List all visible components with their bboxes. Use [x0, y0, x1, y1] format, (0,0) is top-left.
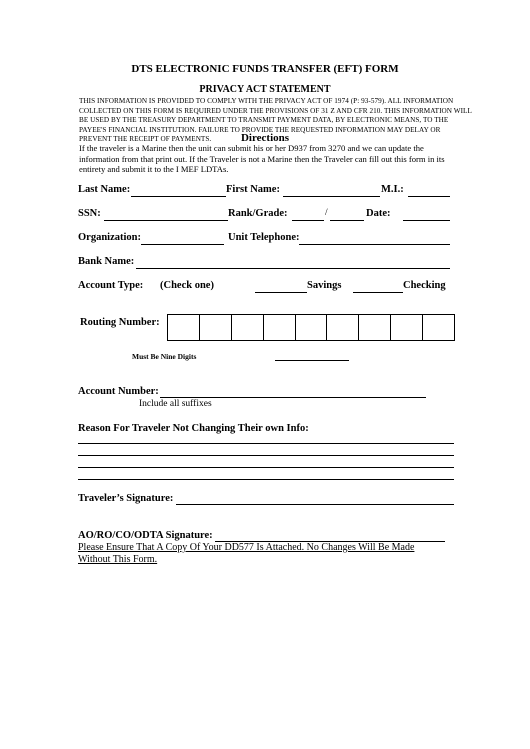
attachment-note-line2: Without This Form. — [78, 554, 158, 565]
account-note: Include all suffixes — [139, 399, 212, 409]
last-name-field[interactable] — [131, 196, 226, 197]
routing-digit-box[interactable] — [423, 315, 454, 340]
unit-telephone-label: Unit Telephone: — [228, 232, 300, 243]
organization-field[interactable] — [141, 244, 224, 245]
privacy-heading: PRIVACY ACT STATEMENT — [199, 84, 331, 95]
checking-label: Checking — [403, 280, 446, 291]
checking-checkbox-line[interactable] — [353, 292, 403, 293]
account-type-label: Account Type: — [78, 280, 144, 291]
organization-label: Organization: — [78, 232, 141, 243]
routing-confirm-line — [275, 360, 349, 361]
routing-digit-box[interactable] — [391, 315, 423, 340]
routing-digit-box[interactable] — [327, 315, 359, 340]
account-number-field[interactable] — [160, 397, 426, 398]
routing-number-boxes[interactable] — [167, 314, 455, 341]
savings-label: Savings — [307, 280, 342, 291]
routing-digit-box[interactable] — [296, 315, 328, 340]
attachment-note-line1: Please Ensure That A Copy Of Your DD577 Is Attached. No Changes Will Be Made — [78, 542, 415, 553]
routing-digit-box[interactable] — [359, 315, 391, 340]
directions-heading: Directions — [240, 132, 290, 144]
routing-note: Must Be Nine Digits — [132, 352, 197, 361]
unit-telephone-field[interactable] — [299, 244, 450, 245]
mi-label: M.I.: — [381, 184, 404, 195]
reason-line[interactable] — [78, 467, 454, 468]
account-number-label: Account Number: — [78, 386, 159, 397]
reason-line[interactable] — [78, 455, 454, 456]
directions-text: If the traveler is a Marine then the unit can submit his or her D937 from 3270 and we can update the information from that print out. If the Traveler is not a Marine then the Traveler can fill out this form in its entirety and submit it to the I MEF LDTAs. — [79, 143, 445, 174]
savings-checkbox-line[interactable] — [255, 292, 307, 293]
traveler-signature-label: Traveler’s Signature: — [78, 493, 174, 504]
date-field[interactable] — [403, 220, 450, 221]
routing-digit-box[interactable] — [232, 315, 264, 340]
reason-line[interactable] — [78, 443, 454, 444]
check-one-label: (Check one) — [160, 280, 214, 291]
date-label: Date: — [366, 208, 391, 219]
first-name-label: First Name: — [226, 184, 280, 195]
rank-grade-label: Rank/Grade: — [228, 208, 288, 219]
bank-name-field[interactable] — [136, 268, 450, 269]
ao-signature-label: AO/RO/CO/ODTA Signature: — [78, 530, 213, 541]
rank-slash: / — [325, 208, 328, 218]
routing-digit-box[interactable] — [168, 315, 200, 340]
rank-field[interactable] — [292, 220, 324, 221]
ssn-field[interactable] — [104, 220, 228, 221]
routing-number-label: Routing Number: — [80, 317, 160, 328]
grade-field[interactable] — [330, 220, 364, 221]
last-name-label: Last Name: — [78, 184, 131, 195]
ssn-label: SSN: — [78, 208, 101, 219]
traveler-signature-field[interactable] — [176, 504, 454, 505]
privacy-text: THIS INFORMATION IS PROVIDED TO COMPLY WITH THE PRIVACY ACT OF 1974 (P: 93-579). ALL INFORMATION COLLECTED ON THIS FORM IS REQUIRED UNDER THE PROVISIONS OF 31 Z AND CFR 210. THIS INFORMATION WILL BE USED BY THE TREASURY DEPARTMENT TO TRANSMIT PAYMENT DATA, BY ELECTRONIC MEANS, TO THE PAYEE'S FINANCIAL INSTITUTION. FAILURE TO PROVIDE THE REQUESTED INFORMATION MAY DELAY OR PREVENT THE RECEIPT OF PAYMENTS. — [79, 97, 472, 143]
reason-line[interactable] — [78, 479, 454, 480]
mi-field[interactable] — [408, 196, 450, 197]
reason-label: Reason For Traveler Not Changing Their own Info: — [78, 423, 309, 434]
form-title: DTS ELECTRONIC FUNDS TRANSFER (EFT) FORM — [131, 63, 399, 75]
first-name-field[interactable] — [283, 196, 380, 197]
bank-name-label: Bank Name: — [78, 256, 135, 267]
routing-digit-box[interactable] — [200, 315, 232, 340]
routing-digit-box[interactable] — [264, 315, 296, 340]
